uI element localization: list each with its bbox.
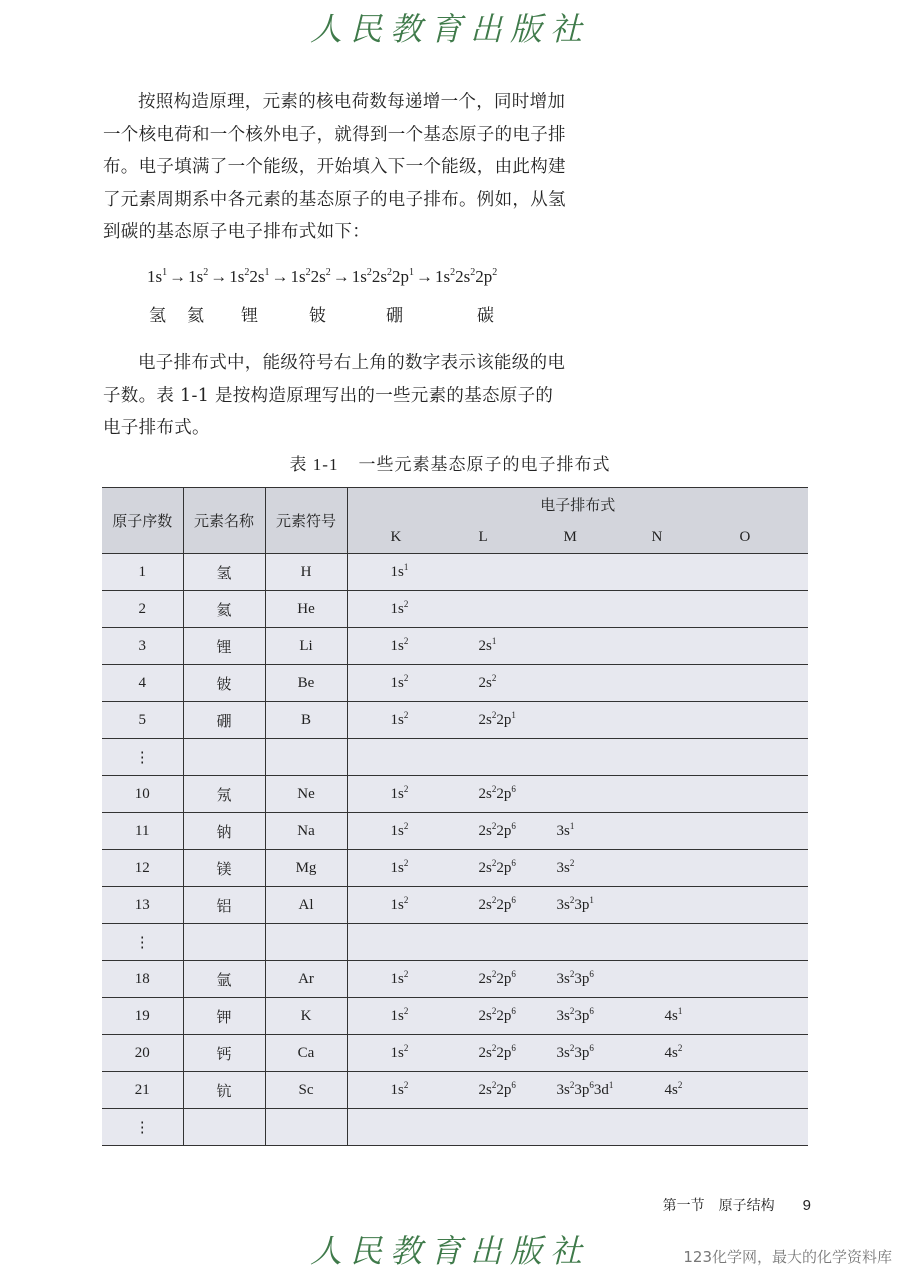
header-shells bbox=[347, 521, 808, 554]
table-row bbox=[102, 813, 808, 850]
element-name-cell: 钪 bbox=[183, 1072, 265, 1109]
header-atomic-number: 原子序数 bbox=[102, 488, 183, 554]
element-symbol-cell: H bbox=[265, 554, 347, 591]
table-row bbox=[102, 776, 808, 813]
config-shell-value: $1s^2$ bbox=[390, 969, 409, 987]
element-name-cell: 氖 bbox=[183, 776, 265, 813]
config-shell-value: $1s^2$ bbox=[390, 784, 409, 802]
table-row bbox=[102, 739, 808, 776]
atomic-number-cell: 10 bbox=[102, 776, 183, 813]
table-row bbox=[102, 924, 808, 961]
atomic-number-cell: 18 bbox=[102, 961, 183, 998]
page-footer bbox=[663, 1195, 811, 1215]
config-shell-value: $2s^1$ bbox=[478, 636, 497, 654]
atomic-number-cell: 11 bbox=[102, 813, 183, 850]
element-symbol-cell bbox=[265, 924, 347, 961]
configuration-cell bbox=[347, 813, 808, 850]
arrow-icon: → bbox=[416, 267, 433, 286]
element-symbol-cell: Mg bbox=[265, 850, 347, 887]
configuration-cell bbox=[347, 1035, 808, 1072]
config-shell-value: $2s^22p^6$ bbox=[478, 784, 516, 802]
header-element-symbol: 元素符号 bbox=[265, 488, 347, 554]
table-row bbox=[102, 554, 808, 591]
config-shell-value: $4s^2$ bbox=[664, 1080, 683, 1098]
formula-element-names bbox=[0, 301, 600, 325]
config-shell-value: $2s^22p^6$ bbox=[478, 1043, 516, 1061]
formula-element-name: 碳 bbox=[477, 306, 494, 326]
h-to-c-configuration-sequence bbox=[147, 267, 497, 287]
element-name-cell: 钠 bbox=[183, 813, 265, 850]
atomic-number-cell: ⋮ bbox=[102, 924, 183, 961]
element-symbol-cell bbox=[265, 1109, 347, 1146]
config-shell-value: $1s^2$ bbox=[390, 1043, 409, 1061]
formula-config: $1s^22s^22p^2$ bbox=[435, 267, 498, 286]
publisher-logo-bottom: 人民教育出版社 bbox=[309, 1232, 590, 1270]
header-shell-l: L bbox=[478, 529, 488, 545]
element-symbol-cell: Be bbox=[265, 665, 347, 702]
footer-section: 第一节 原子结构 bbox=[662, 1198, 775, 1214]
configuration-cell bbox=[347, 776, 808, 813]
element-symbol-cell: Ca bbox=[265, 1035, 347, 1072]
element-name-cell bbox=[183, 924, 265, 961]
config-shell-value: $4s^2$ bbox=[664, 1043, 683, 1061]
config-shell-value: $1s^2$ bbox=[390, 599, 409, 617]
config-shell-value: $3s^23p^6$ bbox=[556, 1006, 594, 1024]
table-row bbox=[102, 1109, 808, 1146]
config-shell-value: $3s^2$ bbox=[556, 858, 575, 876]
paragraph-configuration-explanation bbox=[103, 347, 568, 445]
element-name-cell: 氩 bbox=[183, 961, 265, 998]
config-shell-value: $1s^2$ bbox=[390, 636, 409, 654]
configuration-cell bbox=[347, 739, 808, 776]
element-symbol-cell: Na bbox=[265, 813, 347, 850]
formula-config: $1s^22s^2$ bbox=[290, 267, 331, 286]
element-name-cell: 锂 bbox=[183, 628, 265, 665]
element-symbol-cell: Ar bbox=[265, 961, 347, 998]
table-caption-number: 表 1-1 bbox=[289, 455, 339, 474]
element-name-cell: 硼 bbox=[183, 702, 265, 739]
header-configuration-label: 电子排布式 bbox=[540, 496, 616, 514]
config-shell-value: $4s^1$ bbox=[664, 1006, 683, 1024]
formula-element-name: 氢 bbox=[149, 306, 166, 326]
table-row bbox=[102, 998, 808, 1035]
config-shell-value: $2s^22p^6$ bbox=[478, 1080, 516, 1098]
formula-config: $1s^2$ bbox=[188, 267, 209, 286]
config-shell-value: $3s^1$ bbox=[556, 821, 575, 839]
table-row bbox=[102, 591, 808, 628]
element-name-cell: 镁 bbox=[183, 850, 265, 887]
atomic-number-cell: 21 bbox=[102, 1072, 183, 1109]
atomic-number-cell: 12 bbox=[102, 850, 183, 887]
configuration-cell bbox=[347, 591, 808, 628]
element-symbol-cell: Sc bbox=[265, 1072, 347, 1109]
configuration-cell bbox=[347, 887, 808, 924]
header-shell-k: K bbox=[390, 529, 402, 545]
site-watermark: 123化学网，最大的化学资料库 bbox=[683, 1248, 892, 1266]
publisher-logo-top: 人民教育出版社 bbox=[309, 10, 590, 48]
element-name-cell: 铝 bbox=[183, 887, 265, 924]
config-shell-value: $2s^22p^6$ bbox=[478, 858, 516, 876]
arrow-icon: → bbox=[169, 267, 187, 286]
config-shell-value: $2s^22p^6$ bbox=[478, 1006, 516, 1024]
element-name-cell bbox=[183, 739, 265, 776]
atomic-number-cell: 13 bbox=[102, 887, 183, 924]
formula-element-name: 氦 bbox=[187, 306, 204, 326]
header-shell-o: O bbox=[739, 529, 751, 545]
config-shell-value: $1s^2$ bbox=[390, 710, 409, 728]
element-symbol-cell bbox=[265, 739, 347, 776]
atomic-number-cell: 20 bbox=[102, 1035, 183, 1072]
element-symbol-cell: Li bbox=[265, 628, 347, 665]
table-row bbox=[102, 850, 808, 887]
atomic-number-cell: ⋮ bbox=[102, 1109, 183, 1146]
configuration-cell bbox=[347, 628, 808, 665]
element-name-cell: 铍 bbox=[183, 665, 265, 702]
atomic-number-cell: 5 bbox=[102, 702, 183, 739]
atomic-number-cell: 2 bbox=[102, 591, 183, 628]
header-configuration bbox=[347, 488, 808, 522]
config-shell-value: $1s^2$ bbox=[390, 673, 409, 691]
table-row bbox=[102, 1072, 808, 1109]
config-shell-value: $1s^2$ bbox=[390, 1080, 409, 1098]
configuration-cell bbox=[347, 998, 808, 1035]
atomic-number-cell: 3 bbox=[102, 628, 183, 665]
config-shell-value: $3s^23p^6$ bbox=[556, 969, 594, 987]
table-caption bbox=[0, 450, 900, 475]
element-name-cell: 氦 bbox=[183, 591, 265, 628]
config-shell-value: $1s^2$ bbox=[390, 1006, 409, 1024]
element-symbol-cell: He bbox=[265, 591, 347, 628]
config-shell-value: $2s^22p^6$ bbox=[478, 969, 516, 987]
header-shell-n: N bbox=[651, 529, 663, 545]
configuration-cell bbox=[347, 850, 808, 887]
formula-config: $1s^1$ bbox=[147, 267, 168, 286]
configuration-cell bbox=[347, 702, 808, 739]
page-number: 9 bbox=[802, 1197, 811, 1214]
element-name-cell bbox=[183, 1109, 265, 1146]
element-symbol-cell: K bbox=[265, 998, 347, 1035]
arrow-icon: → bbox=[271, 267, 289, 286]
configuration-cell bbox=[347, 924, 808, 961]
element-name-cell: 钾 bbox=[183, 998, 265, 1035]
config-shell-value: $1s^2$ bbox=[390, 895, 409, 913]
configuration-cell bbox=[347, 961, 808, 998]
header-shell-m: M bbox=[563, 529, 577, 545]
paragraph1-text: 按照构造原理，元素的核电荷数每递增一个，同时增加一个核电荷和一个核外电子，就得到一个基态原子的电子排布。电子填满了一个能级，开始填入下一个能级，由此构建了元素周期系中各元素的基态原子的电子排布。例如，从氢到碳的基态原子电子排布式如下： bbox=[103, 92, 566, 242]
table-caption-text: 一些元素基态原子的电子排布式 bbox=[358, 455, 611, 475]
config-shell-value: $2s^22p^1$ bbox=[478, 710, 516, 728]
config-shell-value: $3s^23p^63d^1$ bbox=[556, 1080, 614, 1098]
formula-element-name: 锂 bbox=[241, 306, 258, 326]
table-row bbox=[102, 702, 808, 739]
config-shell-value: $1s^1$ bbox=[390, 562, 409, 580]
atomic-number-cell: 4 bbox=[102, 665, 183, 702]
atomic-number-cell: 19 bbox=[102, 998, 183, 1035]
arrow-icon: → bbox=[332, 267, 350, 286]
table-row bbox=[102, 961, 808, 998]
formula-element-name: 铍 bbox=[309, 306, 326, 326]
config-shell-value: $2s^2$ bbox=[478, 673, 497, 691]
config-shell-value: $3s^23p^1$ bbox=[556, 895, 594, 913]
element-symbol-cell: Al bbox=[265, 887, 347, 924]
element-name-cell: 钙 bbox=[183, 1035, 265, 1072]
header-element-name: 元素名称 bbox=[183, 488, 265, 554]
config-shell-value: $1s^2$ bbox=[390, 858, 409, 876]
config-shell-value: $2s^22p^6$ bbox=[478, 895, 516, 913]
electron-configuration-table bbox=[102, 487, 808, 1146]
element-symbol-cell: Ne bbox=[265, 776, 347, 813]
paragraph-construction-principle bbox=[103, 86, 568, 249]
config-shell-value: $1s^2$ bbox=[390, 821, 409, 839]
formula-config: $1s^22s^1$ bbox=[229, 267, 270, 286]
configuration-cell bbox=[347, 1072, 808, 1109]
atomic-number-cell: ⋮ bbox=[102, 739, 183, 776]
paragraph2-text: 电子排布式中，能级符号右上角的数字表示该能级的电子数。表 1-1 是按构造原理写出的一些元素的基态原子的电子排布式。 bbox=[103, 353, 566, 438]
arrow-icon: → bbox=[210, 267, 228, 286]
element-symbol-cell: B bbox=[265, 702, 347, 739]
table-row bbox=[102, 628, 808, 665]
table-row bbox=[102, 665, 808, 702]
configuration-cell bbox=[347, 1109, 808, 1146]
formula-element-name: 硼 bbox=[386, 306, 403, 326]
configuration-cell bbox=[347, 554, 808, 591]
formula-config: $1s^22s^22p^1$ bbox=[351, 267, 414, 286]
atomic-number-cell: 1 bbox=[102, 554, 183, 591]
element-name-cell: 氢 bbox=[183, 554, 265, 591]
config-shell-value: $2s^22p^6$ bbox=[478, 821, 516, 839]
table-row bbox=[102, 887, 808, 924]
config-shell-value: $3s^23p^6$ bbox=[556, 1043, 594, 1061]
configuration-cell bbox=[347, 665, 808, 702]
table-row bbox=[102, 1035, 808, 1072]
